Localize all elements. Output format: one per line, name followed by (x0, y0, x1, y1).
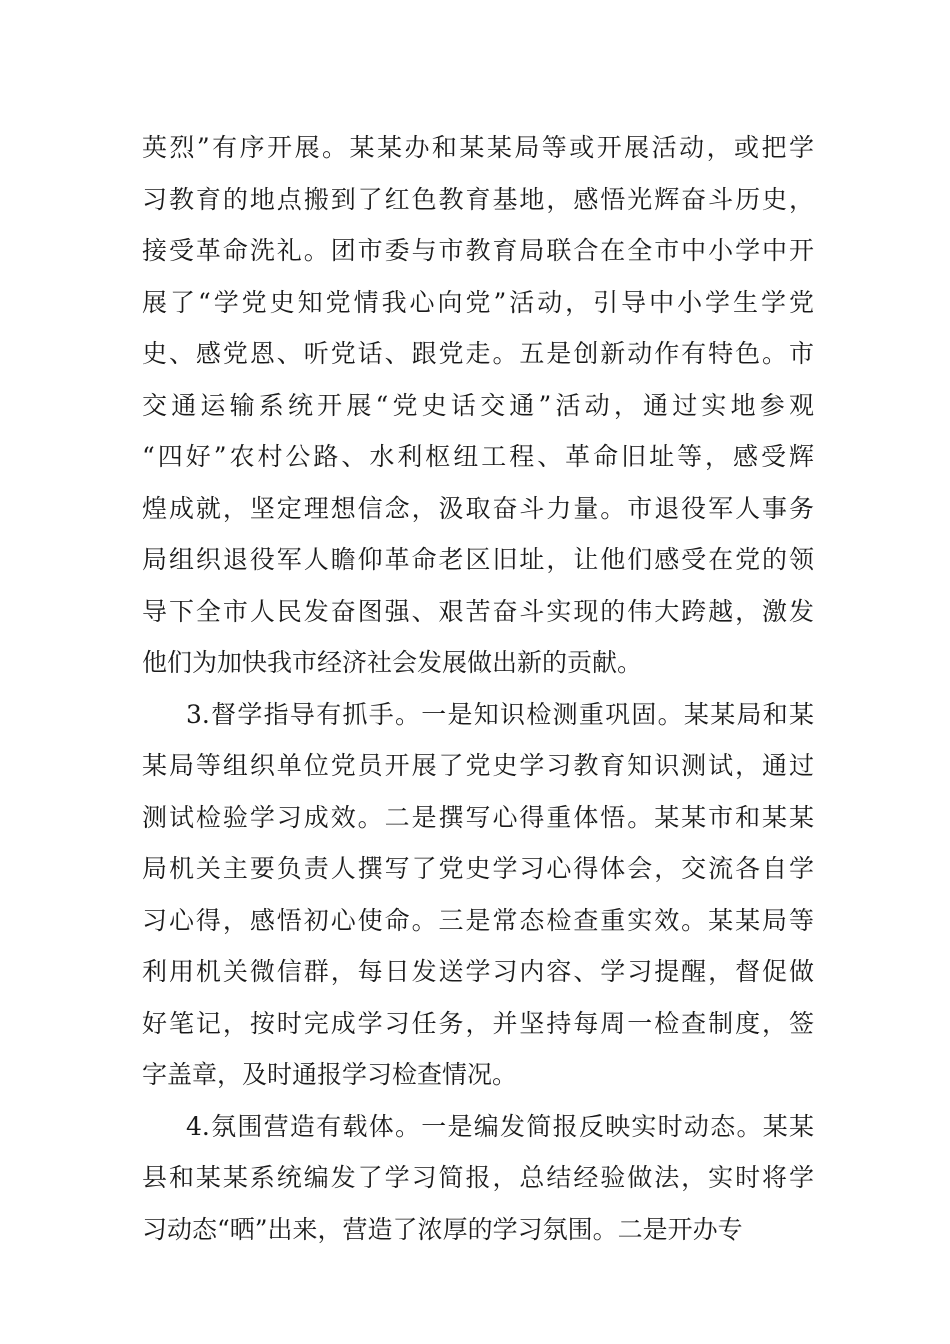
text-line: 史、感党恩、听党话、跟党走。五是创新动作有特色。市 (142, 339, 814, 368)
paragraph-section-3 (142, 689, 814, 1101)
text-line: 展了“学党史知党情我心向党”活动，引导中小学生学党 (142, 287, 814, 317)
text-line: 习动态“晒”出来，营造了浓厚的学习氛围。二是开办专 (142, 1214, 743, 1244)
text-line: 字盖章，及时通报学习检查情况。 (142, 1060, 518, 1089)
paragraph-section-4 (142, 1101, 814, 1256)
text-line: 好笔记，按时完成学习任务，并坚持每周一检查制度，签 (142, 1008, 814, 1038)
text-line: 交通运输系统开展“党史话交通”活动，通过实地参观 (142, 390, 814, 420)
text-line: 4.氛围营造有载体。一是编发简报反映实时动态。某某 (186, 1111, 814, 1141)
text-line: 3.督学指导有抓手。一是知识检测重巩固。某某局和某 (186, 699, 814, 729)
text-line: 习教育的地点搬到了红色教育基地，感悟光辉奋斗历史， (142, 184, 814, 214)
text-line: 利用机关微信群，每日发送学习内容、学习提醒，督促做 (142, 957, 814, 986)
text-line: 接受革命洗礼。团市委与市教育局联合在全市中小学中开 (142, 236, 814, 265)
text-line: 局组织退役军人瞻仰革命老区旧址，让他们感受在党的领 (142, 545, 814, 574)
text-line: 导下全市人民发奋图强、艰苦奋斗实现的伟大跨越，激发 (142, 596, 814, 626)
text-line: 县和某某系统编发了学习简报，总结经验做法，实时将学 (142, 1163, 814, 1192)
text-line: 煌成就，坚定理想信念，汲取奋斗力量。市退役军人事务 (142, 493, 814, 523)
paragraph-continuation (142, 122, 814, 689)
text-line: 某局等组织单位党员开展了党史学习教育知识测试，通过 (142, 751, 814, 780)
text-line: 局机关主要负责人撰写了党史学习心得体会，交流各自学 (142, 854, 814, 883)
text-line: 他们为加快我市经济社会发展做出新的贡献。 (142, 648, 643, 677)
text-line: 英烈”有序开展。某某办和某某局等或开展活动，或把学 (142, 133, 814, 162)
document-body (142, 122, 814, 1255)
text-line: 测试检验学习成效。二是撰写心得重体悟。某某市和某某 (142, 802, 814, 832)
text-line: “四好”农村公路、水利枢纽工程、革命旧址等，感受辉 (142, 442, 814, 471)
text-line: 习心得，感悟初心使命。三是常态检查重实效。某某局等 (142, 905, 814, 935)
